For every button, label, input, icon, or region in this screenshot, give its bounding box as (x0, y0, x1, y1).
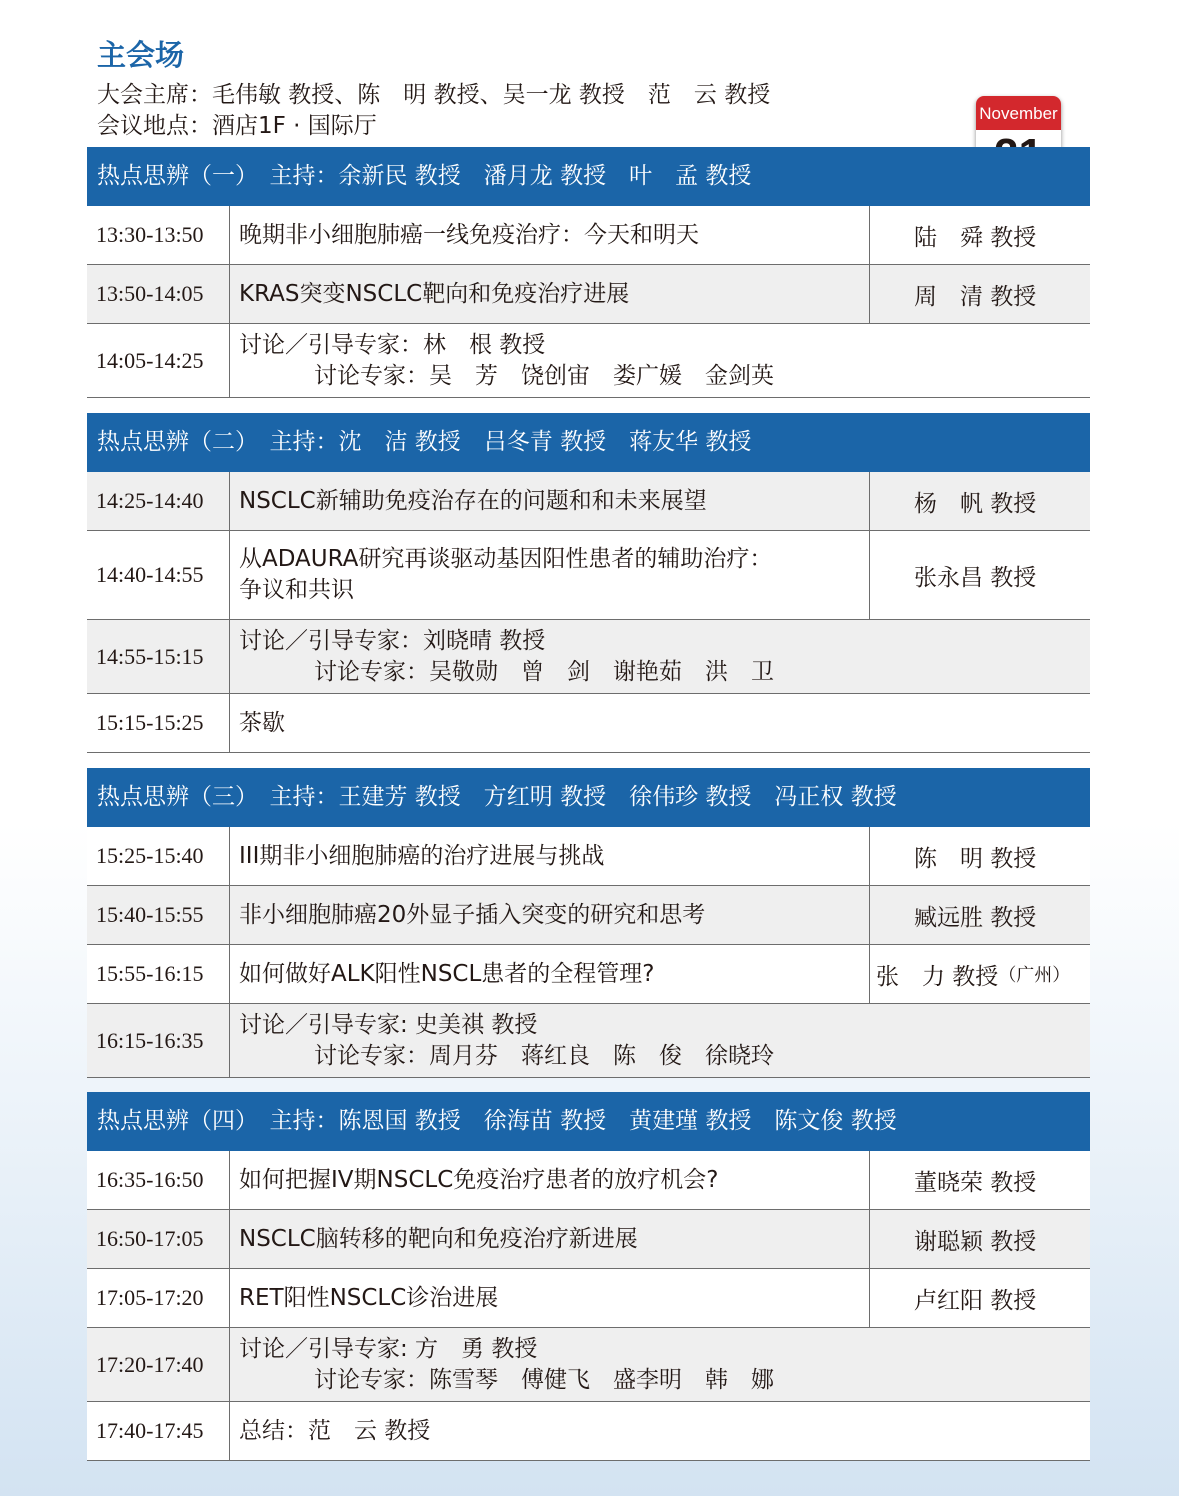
discussion-experts: 讨论专家：陈雪琴 傅健飞 盛李明 韩 娜 (314, 1366, 774, 1393)
topic-text: NSCLC脑转移的靶向和免疫治疗新进展 (239, 1225, 638, 1252)
speaker-cell: 臧远胜 教授 (869, 886, 1090, 944)
session-table (87, 206, 1090, 398)
topic-cell (230, 1210, 869, 1268)
topic-cell (230, 1402, 1090, 1460)
speaker-cell: 谢聪颖 教授 (869, 1210, 1090, 1268)
topic-cell (230, 531, 869, 619)
table-row (87, 1004, 1090, 1078)
speaker-name: 张 力 教授 (876, 963, 999, 990)
page-title: 主会场 (97, 38, 185, 72)
speaker-cell: 董晓荣 教授 (869, 1151, 1090, 1209)
topic-text-line2: 争议和共识 (239, 577, 354, 603)
venue-line: 会议地点：酒店1F · 国际厅 (97, 113, 377, 139)
table-row (87, 827, 1090, 886)
calendar-month: November (976, 96, 1061, 130)
speaker-cell (869, 945, 1090, 1003)
topic-cell (230, 945, 869, 1003)
topic-text: RET阳性NSCLC诊治进展 (239, 1284, 499, 1311)
discussion-experts: 讨论专家：周月芬 蒋红良 陈 俊 徐晓玲 (314, 1042, 774, 1069)
table-row (87, 531, 1090, 620)
topic-cell (230, 1328, 1090, 1401)
table-row (87, 265, 1090, 324)
time-cell: 13:50-14:05 (87, 265, 230, 323)
topic-cell (230, 472, 869, 530)
time-cell: 16:15-16:35 (87, 1004, 230, 1077)
table-row (87, 1402, 1090, 1461)
topic-text: 从ADAURA研究再谈驱动基因阳性患者的辅助治疗： (239, 546, 773, 572)
table-row (87, 472, 1090, 531)
topic-cell (230, 620, 1090, 693)
topic-cell (230, 886, 869, 944)
time-cell: 17:20-17:40 (87, 1328, 230, 1401)
discussion-experts: 讨论专家：吴 芳 饶创宙 娄广媛 金剑英 (314, 362, 774, 389)
time-cell: 16:50-17:05 (87, 1210, 230, 1268)
discussion-experts: 讨论专家：吴敬勋 曾 剑 谢艳茹 洪 卫 (314, 658, 774, 685)
topic-cell (230, 694, 1090, 752)
speaker-cell: 陈 明 教授 (869, 827, 1090, 885)
time-cell: 13:30-13:50 (87, 206, 230, 264)
time-cell: 14:25-14:40 (87, 472, 230, 530)
topic-cell (230, 265, 869, 323)
topic-cell (230, 206, 869, 264)
topic-text: III期非小细胞肺癌的治疗进展与挑战 (239, 842, 605, 869)
discussion-lead: 讨论／引导专家：刘晓晴 教授 (239, 627, 546, 654)
topic-text: 如何把握IV期NSCLC免疫治疗患者的放疗机会? (239, 1166, 719, 1193)
session-header: 热点思辨（一） 主持：余新民 教授 潘月龙 教授 叶 孟 教授 (87, 147, 1090, 206)
table-row (87, 945, 1090, 1004)
time-cell: 17:05-17:20 (87, 1269, 230, 1327)
topic-text: 茶歇 (239, 709, 285, 736)
time-cell: 15:15-15:25 (87, 694, 230, 752)
discussion-lead: 讨论／引导专家：林 根 教授 (239, 331, 546, 358)
session-table (87, 1151, 1090, 1461)
time-cell: 16:35-16:50 (87, 1151, 230, 1209)
speaker-cell: 杨 帆 教授 (869, 472, 1090, 530)
time-cell: 15:40-15:55 (87, 886, 230, 944)
topic-cell (230, 1269, 869, 1327)
topic-text: KRAS突变NSCLC靶向和免疫治疗进展 (239, 280, 630, 307)
time-cell: 15:55-16:15 (87, 945, 230, 1003)
topic-text: 晚期非小细胞肺癌一线免疫治疗：今天和明天 (239, 221, 699, 248)
table-row (87, 886, 1090, 945)
topic-cell (230, 324, 1090, 397)
session-table (87, 827, 1090, 1078)
time-cell: 14:55-15:15 (87, 620, 230, 693)
topic-text: NSCLC新辅助免疫治存在的问题和和未来展望 (239, 487, 707, 514)
session-header: 热点思辨（四） 主持：陈恩国 教授 徐海苗 教授 黄建瑾 教授 陈文俊 教授 (87, 1092, 1090, 1151)
time-cell: 17:40-17:45 (87, 1402, 230, 1460)
time-cell: 15:25-15:40 (87, 827, 230, 885)
speaker-note: （广州） (998, 965, 1071, 986)
chairs-line: 大会主席：毛伟敏 教授、陈 明 教授、吴一龙 教授 范 云 教授 (97, 82, 771, 108)
topic-cell (230, 1151, 869, 1209)
topic-text: 非小细胞肺癌20外显子插入突变的研究和思考 (239, 901, 706, 928)
time-cell: 14:05-14:25 (87, 324, 230, 397)
topic-cell (230, 1004, 1090, 1077)
topic-cell (230, 827, 869, 885)
table-row (87, 206, 1090, 265)
topic-text: 如何做好ALK阳性NSCL患者的全程管理? (239, 960, 655, 987)
table-row (87, 1328, 1090, 1402)
session-header: 热点思辨（二） 主持：沈 洁 教授 吕冬青 教授 蒋友华 教授 (87, 413, 1090, 472)
table-row (87, 1269, 1090, 1328)
table-row (87, 694, 1090, 753)
table-row (87, 1151, 1090, 1210)
table-row (87, 324, 1090, 398)
table-row (87, 620, 1090, 694)
speaker-cell: 周 清 教授 (869, 265, 1090, 323)
topic-text: 总结：范 云 教授 (239, 1417, 431, 1444)
speaker-cell: 卢红阳 教授 (869, 1269, 1090, 1327)
speaker-cell: 张永昌 教授 (869, 531, 1090, 619)
session-table (87, 472, 1090, 753)
discussion-lead: 讨论／引导专家: 史美祺 教授 (239, 1011, 538, 1038)
discussion-lead: 讨论／引导专家: 方 勇 教授 (239, 1335, 538, 1362)
time-cell: 14:40-14:55 (87, 531, 230, 619)
session-header: 热点思辨（三） 主持：王建芳 教授 方红明 教授 徐伟珍 教授 冯正权 教授 (87, 768, 1090, 827)
table-row (87, 1210, 1090, 1269)
speaker-cell: 陆 舜 教授 (869, 206, 1090, 264)
